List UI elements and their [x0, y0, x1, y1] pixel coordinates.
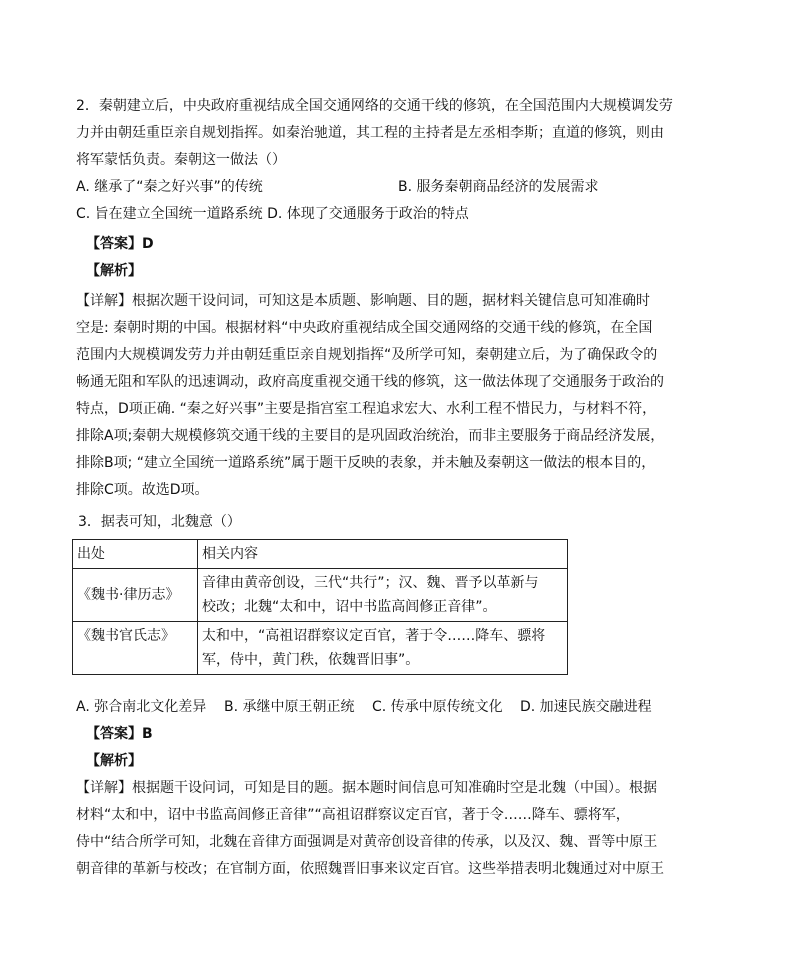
q2-detail-line-5: 特点，D项正确. “秦之好兴事”主要是指宫室工程追求宏大、水利工程不惜民力，与材料不符， — [76, 401, 657, 417]
table-cell-content — [198, 569, 568, 622]
content-line: 音律由黄帝创设，三代“共行”；汉、魏、晋予以革新与 — [202, 575, 539, 591]
table-cell-source: 《魏书·律历志》 — [73, 569, 198, 622]
q2-detail-line-4: 畅通无阻和军队的迅速调动，政府高度重视交通干线的修筑，这一做法体现了交通服务于政治的 — [76, 374, 664, 390]
q2-stem-line-1: 2．秦朝建立后，中央政府重视结成全国交通网络的交通干线的修筑，在全国范围内大规模调发劳 — [76, 98, 673, 114]
table-header-source: 出处 — [73, 540, 198, 569]
q2-analysis-label: 【解析】 — [86, 263, 142, 279]
table-cell-source: 《魏书官氏志》 — [73, 622, 198, 675]
q2-stem-line-3: 将军蒙恬负责。秦朝这一做法（） — [76, 152, 286, 168]
q3-detail-line-1: 【详解】根据题干设问词，可知是目的题。据本题时间信息可知准确时空是北魏（中国）。根据 — [76, 780, 657, 796]
q3-option-b: B. 承继中原王朝正统 — [224, 699, 355, 715]
q2-detail-line-8: 排除C项。故选D项。 — [76, 482, 209, 498]
table-row — [73, 569, 568, 622]
q2-option-b: B. 服务秦朝商品经济的发展需求 — [398, 179, 599, 195]
q3-detail-line-4: 朝音律的革新与校改；在官制方面，依照魏晋旧事来议定百官。这些举措表明北魏通过对中原王 — [76, 861, 664, 877]
content-line: 太和中，“高祖诏群察议定百官，著于令……降车、骠将 — [202, 628, 546, 644]
q3-detail-line-2: 材料“太和中，诏中书监高闾修正音律”“高祖诏群察议定百官，著于令……降车、骠将军， — [76, 807, 630, 823]
q3-stem: 3．据表可知，北魏意（） — [78, 514, 241, 530]
q3-analysis-label: 【解析】 — [86, 753, 142, 769]
q2-detail-line-2: 空是: 秦朝时期的中国。根据材料“中央政府重视结成全国交通网络的交通干线的修筑，在全国 — [76, 320, 653, 336]
q2-option-a: A. 继承了“秦之好兴事”的传统 — [76, 179, 263, 195]
table-cell-content — [198, 622, 568, 675]
content-line: 校改；北魏“太和中，诏中书监高闾修正音律”。 — [202, 599, 497, 615]
q3-answer: 【答案】B — [86, 726, 153, 742]
q2-answer: 【答案】D — [86, 236, 154, 252]
q3-detail-line-3: 侍中“结合所学可知，北魏在音律方面强调是对黄帝创设音律的传承，以及汉、魏、晋等中原王 — [76, 834, 658, 850]
q3-option-d: D. 加速民族交融进程 — [520, 699, 652, 715]
q2-detail-line-7: 排除B项; “建立全国统一道路系统”属于题干反映的表象，并未触及秦朝这一做法的根本目的， — [76, 455, 656, 471]
content-line: 军，侍中，黄门秩，依魏晋旧事”。 — [202, 652, 420, 668]
q2-stem-line-2: 力并由朝廷重臣亲自规划指挥。如秦治驰道，其工程的主持者是左丞相李斯；直道的修筑，则由 — [76, 125, 664, 141]
q2-detail-line-3: 范围内大规模调发劳力并由朝廷重臣亲自规划指挥“及所学可知，秦朝建立后，为了确保政令的 — [76, 347, 658, 363]
q3-option-a: A. 弥合南北文化差异 — [76, 699, 207, 715]
table-header-content: 相关内容 — [198, 540, 568, 569]
q2-detail-line-1: 【详解】根据次题干设问词，可知这是本质题、影响题、目的题，据材料关键信息可知准确时 — [76, 293, 650, 309]
table-header-row — [73, 540, 568, 569]
q2-option-cd: C. 旨在建立全国统一道路系统 D. 体现了交通服务于政治的特点 — [76, 206, 469, 222]
q2-detail-line-6: 排除A项;秦朝大规模修筑交通干线的主要目的是巩固政治统治，而非主要服务于商品经济发展， — [76, 428, 665, 444]
source-table — [72, 539, 568, 675]
table-row — [73, 622, 568, 675]
q3-option-c: C. 传承中原传统文化 — [372, 699, 503, 715]
